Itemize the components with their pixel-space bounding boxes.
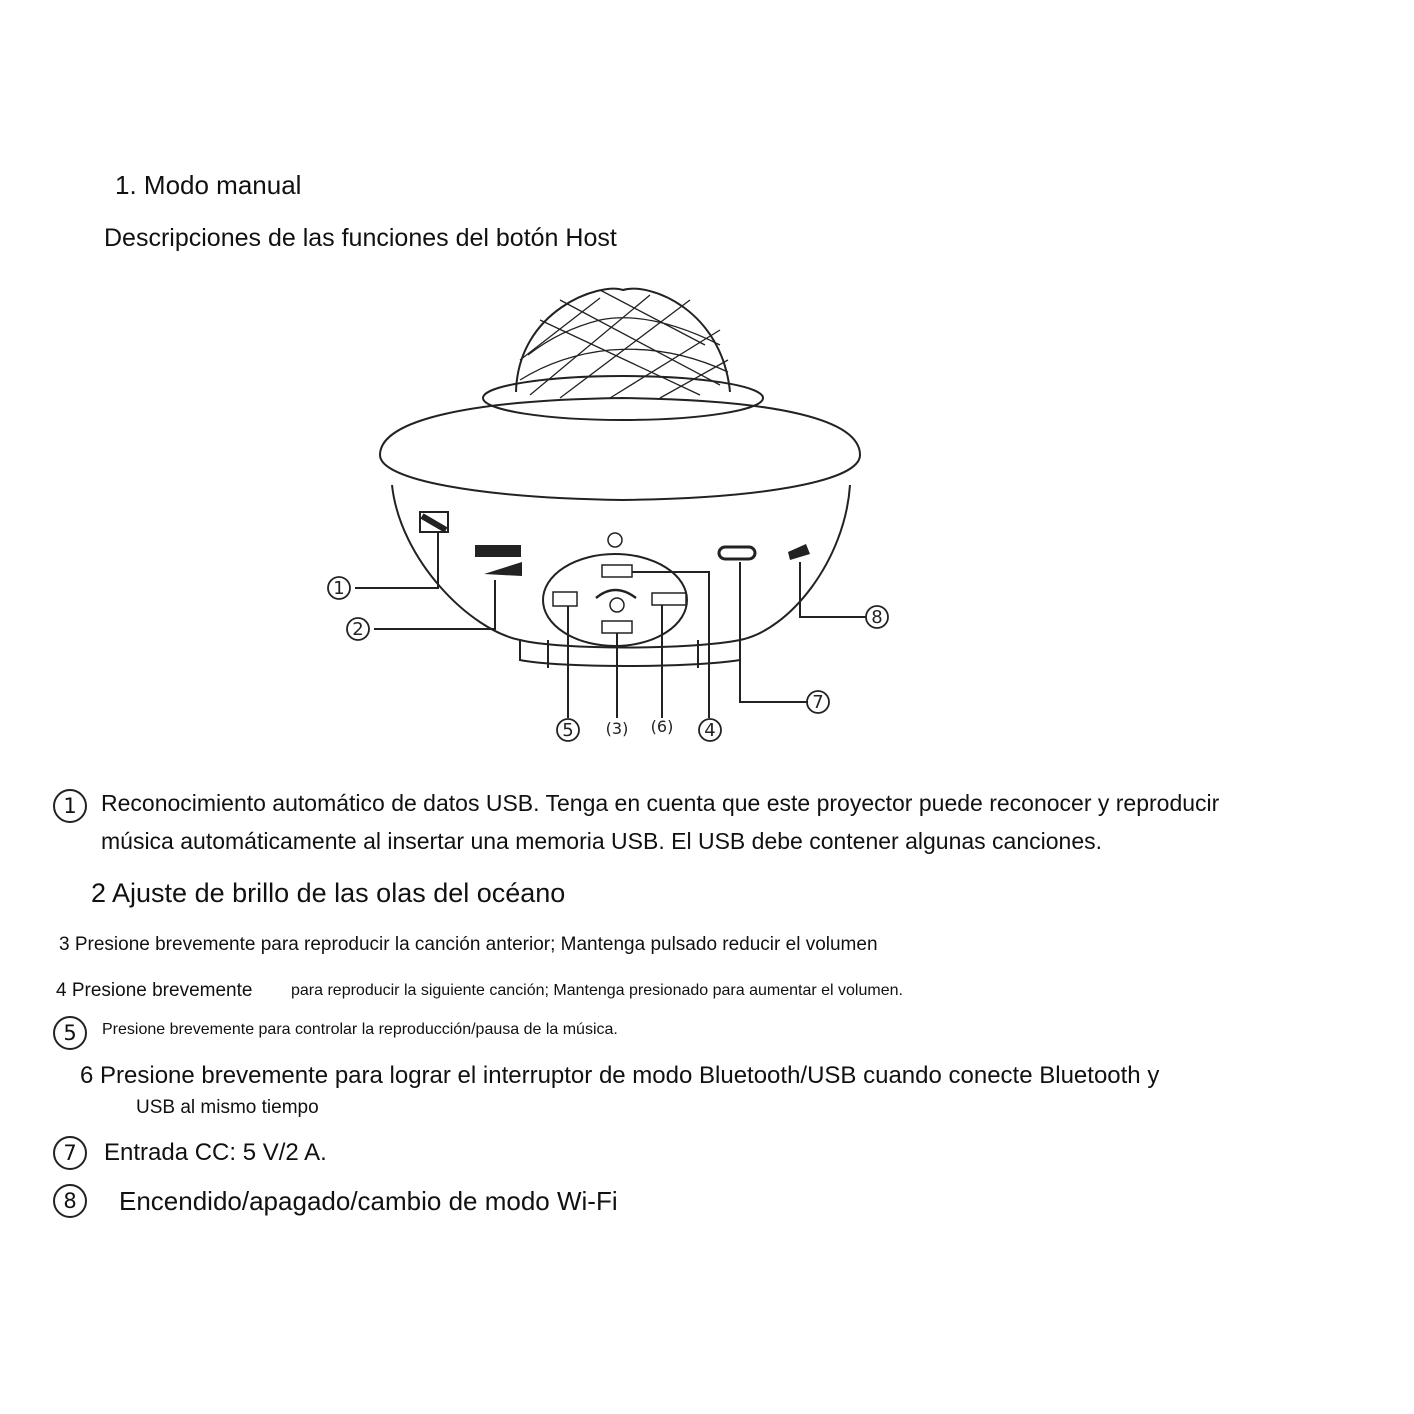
leader-7 bbox=[740, 562, 808, 702]
desc-6-line1: 6 Presione brevemente para lograr el interruptor de modo Bluetooth/USB cuando conecte Bluetooth y bbox=[80, 1062, 1160, 1089]
desc-1-line2: música automáticamente al insertar una memoria USB. El USB debe contener algunas canciones. bbox=[101, 828, 1103, 854]
callout-1: 1 bbox=[333, 578, 345, 599]
desc-1-line1: Reconocimiento automático de datos USB. Tenga en cuenta que este proyector puede reconocer y reproducir bbox=[101, 790, 1220, 816]
desc-6-line2: USB al mismo tiempo bbox=[136, 1097, 319, 1118]
desc-3: 3 Presione brevemente para reproducir la canción anterior; Mantenga pulsado reducir el volumen bbox=[59, 934, 878, 955]
desc-4-rest: para reproducir la siguiente canción; Mantenga presionado para aumentar el volumen. bbox=[291, 982, 903, 999]
callout-7: 7 bbox=[812, 692, 824, 713]
callout-8: 8 bbox=[871, 607, 883, 628]
desc-8-marker: 8 bbox=[53, 1184, 87, 1218]
subtitle: Descripciones de las funciones del botón Host bbox=[104, 224, 617, 252]
desc-5-marker: 5 bbox=[53, 1016, 87, 1050]
desc-4-lead: 4 Presione brevemente bbox=[56, 980, 253, 1001]
section-title: 1. Modo manual bbox=[115, 170, 302, 200]
control-panel bbox=[543, 554, 687, 646]
desc-5: Presione brevemente para controlar la reproducción/pausa de la música. bbox=[102, 1021, 618, 1038]
callout-6: (6) bbox=[650, 717, 674, 736]
projector-body bbox=[392, 485, 850, 666]
callout-4: 4 bbox=[704, 720, 716, 741]
desc-8: Encendido/apagado/cambio de modo Wi-Fi bbox=[119, 1186, 618, 1216]
callout-2: 2 bbox=[352, 619, 364, 640]
projector-diagram bbox=[300, 280, 920, 760]
desc-1-marker: 1 bbox=[53, 789, 87, 823]
desc-7-marker: 7 bbox=[53, 1136, 87, 1170]
desc-7: Entrada CC: 5 V/2 A. bbox=[104, 1139, 327, 1166]
dome-pattern bbox=[520, 290, 728, 398]
leader-1 bbox=[355, 532, 438, 588]
desc-2: 2 Ajuste de brillo de las olas del océano bbox=[91, 878, 566, 908]
callout-5: 5 bbox=[562, 720, 574, 741]
callout-3: (3) bbox=[605, 719, 629, 738]
projector-top-shell bbox=[380, 398, 860, 455]
